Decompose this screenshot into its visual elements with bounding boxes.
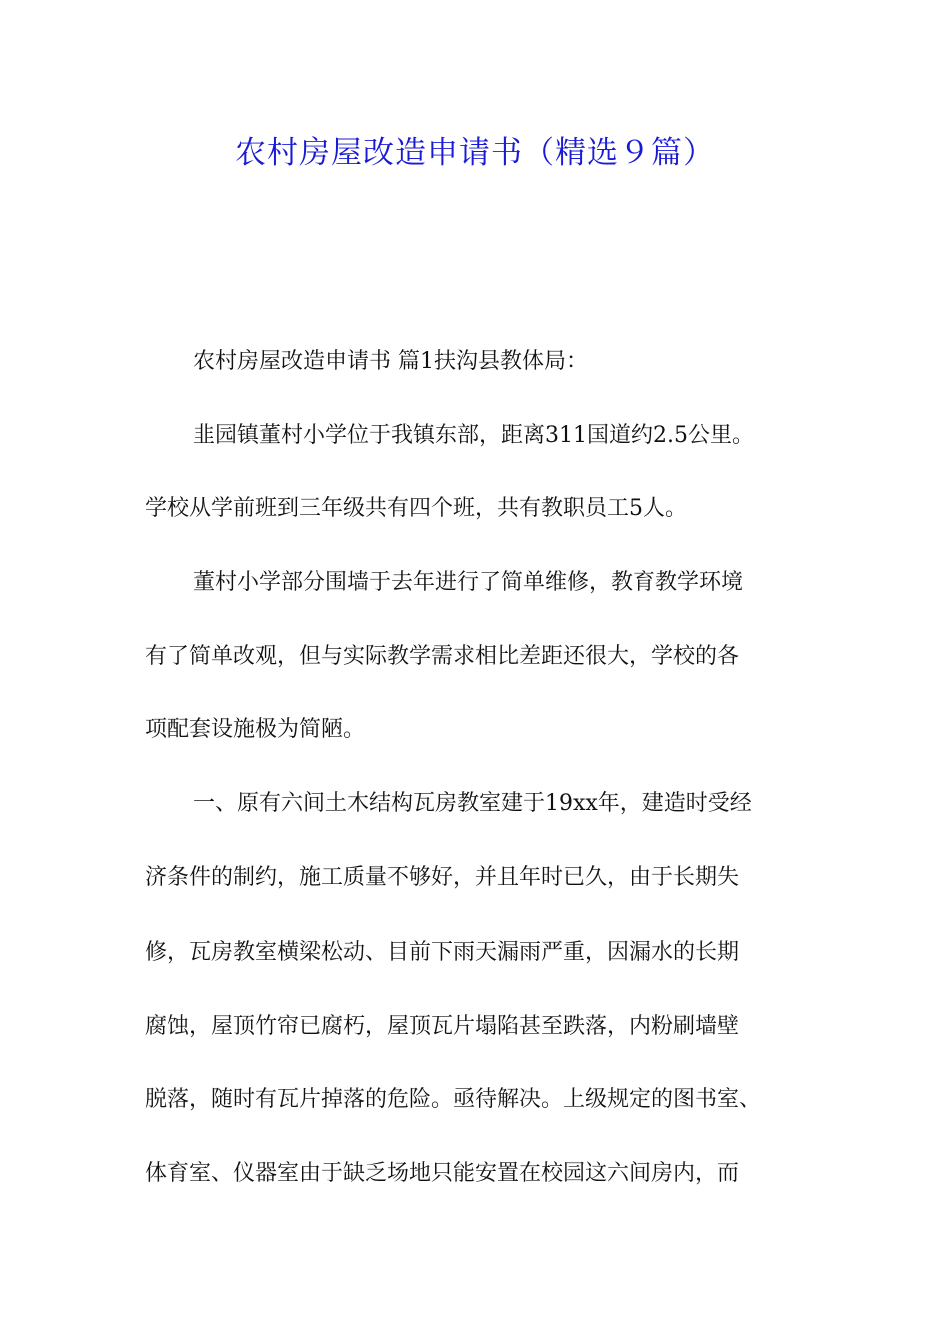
paragraph-line: 有了简单改观，但与实际教学需求相比差距还很大，学校的各	[145, 644, 740, 669]
paragraph-line: 体育室、仪器室由于缺乏场地只能安置在校园这六间房内，而	[145, 1161, 740, 1186]
paragraph-line: 韭园镇董村小学位于我镇东部，距离311国道约2.5公里。	[193, 423, 754, 448]
paragraph-line: 一、原有六间土木结构瓦房教室建于19xx年，建造时受经	[193, 791, 752, 816]
paragraph-line: 腐蚀，屋顶竹帘已腐朽，屋顶瓦片塌陷甚至跌落，内粉刷墙壁	[145, 1014, 740, 1039]
paragraph-line: 学校从学前班到三年级共有四个班，共有教职员工5人。	[145, 496, 687, 521]
paragraph-line: 董村小学部分围墙于去年进行了简单维修，教育教学环境	[193, 570, 744, 595]
paragraph-line: 修，瓦房教室横梁松动、目前下雨天漏雨严重，因漏水的长期	[145, 940, 740, 965]
paragraph-line: 项配套设施极为简陋。	[145, 717, 366, 742]
paragraph-line: 农村房屋改造申请书 篇1扶沟县教体局：	[193, 349, 588, 374]
document-title: 农村房屋改造申请书（精选９篇）	[235, 135, 715, 171]
paragraph-line: 济条件的制约，施工质量不够好，并且年时已久，由于长期失	[145, 865, 740, 890]
paragraph-line: 脱落，随时有瓦片掉落的危险。亟待解决。上级规定的图书室、	[145, 1087, 762, 1112]
